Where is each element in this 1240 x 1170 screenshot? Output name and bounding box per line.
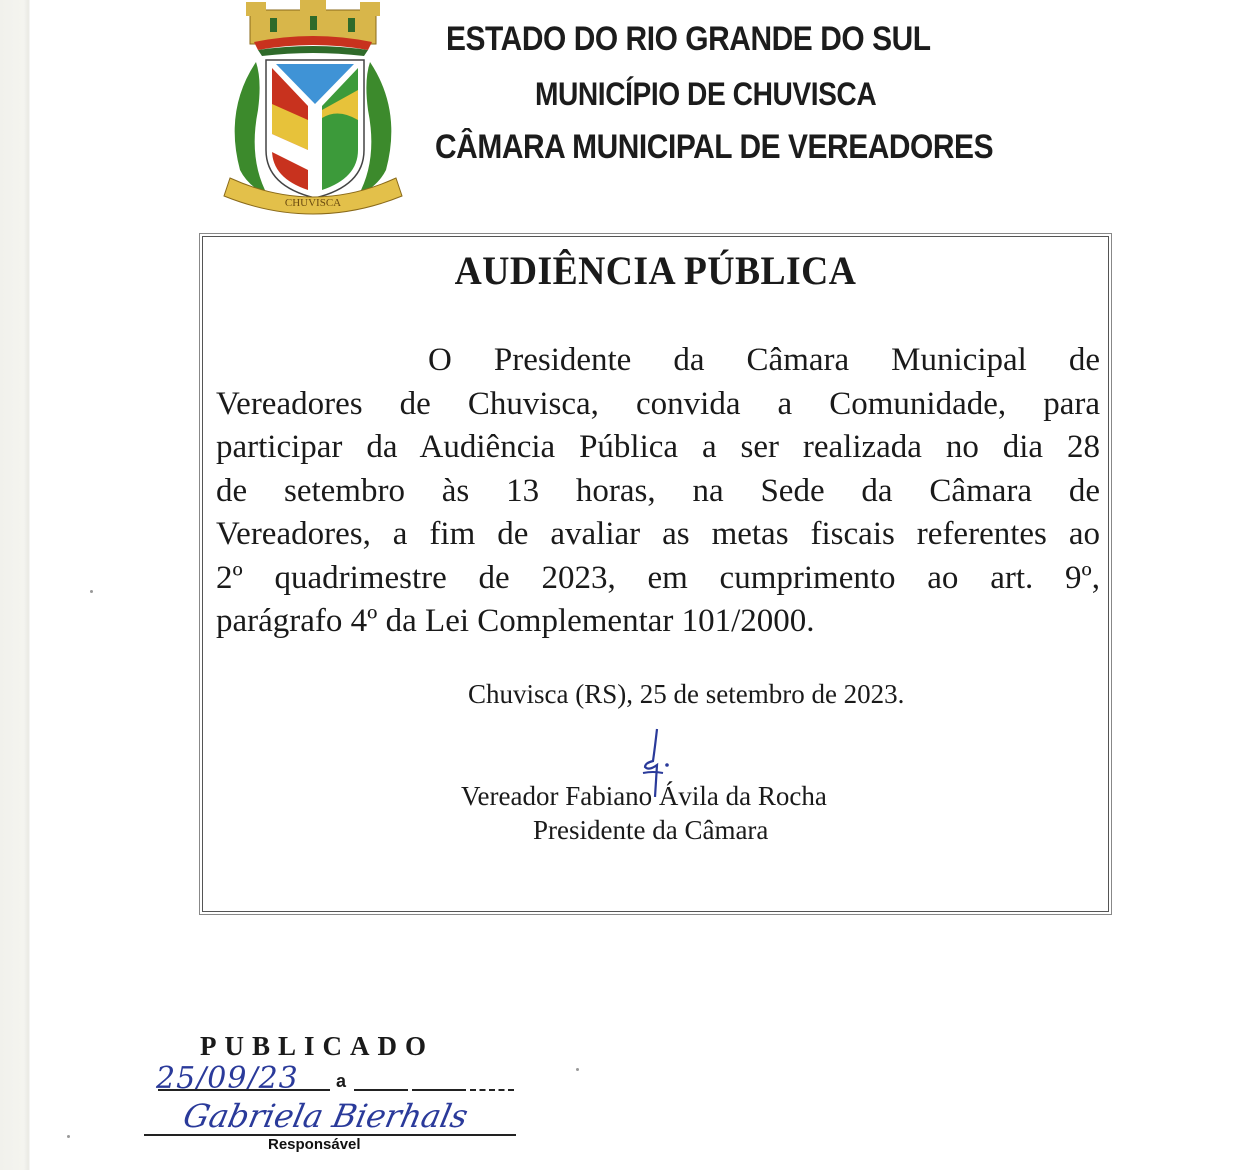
body-line: Vereadores, a fim de avaliar as metas fiscais referentes ao (216, 516, 1100, 552)
notice-title: AUDIÊNCIA PÚBLICA (454, 248, 857, 293)
chamber-name: CÂMARA MUNICIPAL DE VEREADORES (435, 128, 994, 166)
state-name: ESTADO DO RIO GRANDE DO SUL (446, 20, 931, 58)
publication-stamp (140, 1025, 560, 1170)
body-line: 2º quadrimestre de 2023, em cumprimento ao art. 9º, (216, 559, 1100, 596)
scan-page-edge (0, 0, 30, 1170)
mural-crown-icon (246, 0, 380, 56)
body-line: Vereadores de Chuvisca, convida a Comunidade, para (216, 385, 1100, 422)
handwritten-publish-date: 25/09/23 (156, 1061, 299, 1096)
body-line: parágrafo 4º da Lei Complementar 101/2000. (216, 603, 815, 639)
handwritten-signature: Gabriela Bierhals (179, 1097, 472, 1135)
signer-role: Presidente da Câmara (533, 815, 769, 845)
municipality-name: MUNICÍPIO DE CHUVISCA (535, 76, 877, 112)
responsible-label: Responsável (268, 1136, 361, 1153)
municipal-coat-of-arms-icon (218, 0, 408, 228)
date-underline (158, 1089, 330, 1091)
signer-name: Vereador Fabiano Ávila da Rocha (461, 781, 827, 811)
stamp-title: PUBLICADO (200, 1031, 435, 1061)
blank-day (354, 1089, 408, 1091)
blank-year (470, 1089, 514, 1091)
body-line: participar da Audiência Pública a ser realizada no dia 28 (216, 429, 1100, 465)
public-hearing-notice (199, 233, 1112, 915)
scan-speck (576, 1068, 579, 1071)
body-line: O Presidente da Câmara Municipal de (428, 342, 1100, 378)
scan-speck (90, 590, 93, 593)
blank-month (412, 1089, 466, 1091)
body-line: de setembro às 13 horas, na Sede da Câmara de (216, 472, 1100, 509)
scan-speck (67, 1135, 70, 1138)
notice-body (216, 339, 1100, 644)
stamp-connector: a (336, 1071, 347, 1091)
place-and-date: Chuvisca (RS), 25 de setembro de 2023. (468, 679, 905, 709)
svg-text:CHUVISCA: CHUVISCA (284, 197, 342, 209)
